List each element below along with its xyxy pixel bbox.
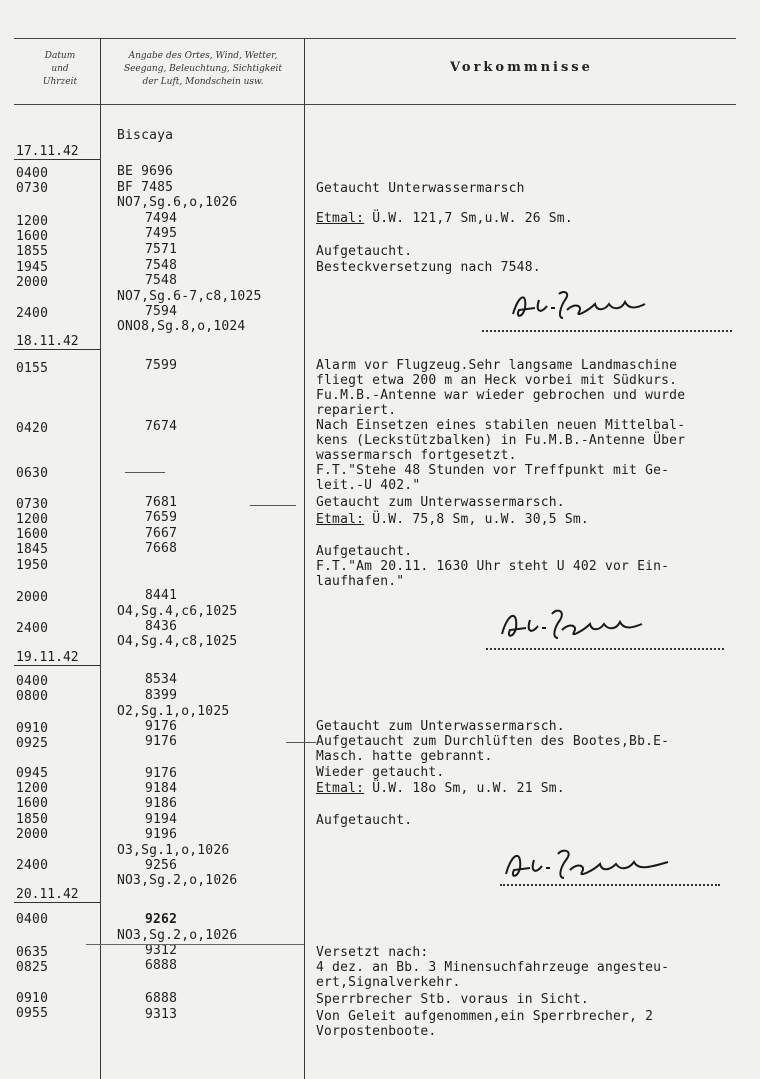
row-event: wassermarsch fortgesetzt. — [316, 448, 517, 463]
row-time: 1600 — [16, 229, 49, 244]
stray-mark — [250, 505, 296, 506]
row-time: 0730 — [16, 181, 49, 196]
row-position: 7668 — [145, 541, 178, 556]
row-event: 4 dez. an Bb. 3 Minensuchfahrzeuge angesteu- — [316, 960, 670, 975]
row-position: 7548 — [145, 258, 178, 273]
etmal-value: Ü.W. 121,7 Sm,u.W. 26 Sm. — [364, 211, 573, 226]
column-divider-1 — [100, 38, 101, 1079]
row-event: fliegt etwa 200 m an Heck vorbei mit Südkurs. — [316, 373, 678, 388]
row-position: 9256 — [145, 858, 178, 873]
row-position: O4,Sg.4,c6,1025 — [117, 604, 238, 619]
row-position: 9196 — [145, 827, 178, 842]
stray-mark — [86, 944, 304, 945]
row-position: 9262 — [145, 912, 178, 927]
row-time: 0910 — [16, 721, 49, 736]
row-event: ert,Signalverkehr. — [316, 975, 461, 990]
etmal-label: Etmal: — [316, 781, 365, 796]
row-position: 9186 — [145, 796, 178, 811]
row-event: kens (Leckstützbalken) in Fu.M.B.-Antenne Über — [316, 433, 686, 448]
row-position: 7594 — [145, 304, 178, 319]
row-time: 1600 — [16, 527, 49, 542]
row-position: 9176 — [145, 734, 178, 749]
row-position: 8399 — [145, 688, 178, 703]
signature-image — [500, 846, 680, 884]
row-time: 1200 — [16, 781, 49, 796]
row-time: 0825 — [16, 960, 49, 975]
row-time: 0420 — [16, 421, 49, 436]
date-17-11-42: 17.11.42 — [16, 144, 79, 159]
row-time: 0910 — [16, 991, 49, 1006]
position-dash — [125, 472, 165, 473]
row-position: BE 9696 — [117, 164, 174, 179]
row-time: 0925 — [16, 736, 49, 751]
row-position: 6888 — [145, 991, 178, 1006]
row-position: 7494 — [145, 211, 178, 226]
row-position: 9194 — [145, 812, 178, 827]
signature-dotted-line — [486, 648, 724, 650]
row-position: ONO8,Sg.8,o,1024 — [117, 319, 246, 334]
row-time: 2400 — [16, 621, 49, 636]
row-position: 9312 — [145, 943, 178, 958]
row-position: NO3,Sg.2,o,1026 — [117, 928, 238, 943]
row-time: 1200 — [16, 512, 49, 527]
row-event: Besteckversetzung nach 7548. — [316, 260, 541, 275]
row-time: 0400 — [16, 166, 49, 181]
row-position: 9176 — [145, 719, 178, 734]
row-event: Vorpostenboote. — [316, 1024, 437, 1039]
header-bottom-rule — [14, 104, 736, 105]
row-time: 1945 — [16, 260, 49, 275]
row-event: F.T."Am 20.11. 1630 Uhr steht U 402 vor Ein- — [316, 559, 670, 574]
row-position: 7667 — [145, 526, 178, 541]
signature-dotted-line — [482, 330, 732, 332]
header-date-time: Datum und Uhrzeit — [42, 51, 78, 87]
header-location-weather: Angabe des Ortes, Wind, Wetter, Seegang, Beleuchtung, Sichtigkeit der Luft, Mondschein usw. — [123, 51, 283, 87]
row-time: 1950 — [16, 558, 49, 573]
row-time: 0400 — [16, 912, 49, 927]
row-event: Sperrbrecher Stb. voraus in Sicht. — [316, 992, 589, 1007]
row-event: Fu.M.B.-Antenne war wieder gebrochen und wurde — [316, 388, 686, 403]
row-time: 0730 — [16, 497, 49, 512]
row-position: 8436 — [145, 619, 178, 634]
date-rule — [14, 665, 100, 666]
row-event: Masch. hatte gebrannt. — [316, 749, 493, 764]
row-time: 2400 — [16, 858, 49, 873]
row-position: 7599 — [145, 358, 178, 373]
row-position: NO7,Sg.6-7,c8,1025 — [117, 289, 262, 304]
header-top-rule — [14, 38, 736, 39]
etmal-label: Etmal: — [316, 512, 365, 527]
date-rule — [14, 159, 100, 160]
row-event: Aufgetaucht. — [316, 544, 413, 559]
row-event: repariert. — [316, 403, 397, 418]
row-time: 2400 — [16, 306, 49, 321]
row-event: F.T."Stehe 48 Stunden vor Treffpunkt mit Ge- — [316, 463, 670, 478]
etmal-label: Etmal: — [316, 211, 365, 226]
row-position: 6888 — [145, 958, 178, 973]
date-18-11-42: 18.11.42 — [16, 334, 79, 349]
row-position: 7571 — [145, 242, 178, 257]
date-19-11-42: 19.11.42 — [16, 650, 79, 665]
row-event — [316, 781, 565, 796]
row-position: 9176 — [145, 766, 178, 781]
stray-mark — [286, 742, 316, 743]
row-position: NO7,Sg.6,o,1026 — [117, 195, 238, 210]
row-event: Von Geleit aufgenommen,ein Sperrbrecher, 2 — [316, 1009, 654, 1024]
row-event: Versetzt nach: — [316, 945, 429, 960]
row-position: 9313 — [145, 1007, 178, 1022]
row-time: 0155 — [16, 361, 49, 376]
row-event: Aufgetaucht. — [316, 813, 413, 828]
row-position: 7659 — [145, 510, 178, 525]
row-event: Alarm vor Flugzeug.Sehr langsame Landmaschine — [316, 358, 678, 373]
row-event: laufhafen." — [316, 574, 405, 589]
row-time: 1845 — [16, 542, 49, 557]
row-event: Getaucht zum Unterwassermarsch. — [316, 719, 565, 734]
date-rule — [14, 349, 100, 350]
row-time: 1600 — [16, 796, 49, 811]
row-event: Getaucht zum Unterwassermarsch. — [316, 495, 565, 510]
row-time: 1850 — [16, 812, 49, 827]
row-time: 0955 — [16, 1006, 49, 1021]
signature-image — [496, 606, 656, 644]
row-event — [316, 211, 573, 226]
row-time: 0800 — [16, 689, 49, 704]
row-time: 1200 — [16, 214, 49, 229]
row-position: BF 7485 — [117, 180, 174, 195]
row-position: O2,Sg.1,o,1025 — [117, 704, 230, 719]
row-time: 2000 — [16, 590, 49, 605]
row-event — [316, 512, 589, 527]
location-text: Biscaya — [117, 128, 174, 143]
row-position: O3,Sg.1,o,1026 — [117, 843, 230, 858]
etmal-value: Ü.W. 75,8 Sm, u.W. 30,5 Sm. — [364, 512, 589, 527]
row-time: 0630 — [16, 466, 49, 481]
row-position: 7674 — [145, 419, 178, 434]
row-position: 7681 — [145, 495, 178, 510]
signature-dotted-line — [500, 884, 720, 886]
row-position: 7495 — [145, 226, 178, 241]
row-time: 0945 — [16, 766, 49, 781]
row-event: Wieder getaucht. — [316, 765, 445, 780]
header-events: Vorkommnisse — [450, 60, 593, 75]
row-event: Aufgetaucht zum Durchlüften des Bootes,Bb.E- — [316, 734, 670, 749]
row-event: Getaucht Unterwassermarsch — [316, 181, 525, 196]
row-time: 2000 — [16, 275, 49, 290]
row-position: 8534 — [145, 672, 178, 687]
signature-image — [505, 288, 665, 324]
row-position: O4,Sg.4,c8,1025 — [117, 634, 238, 649]
row-time: 0635 — [16, 945, 49, 960]
row-event: Nach Einsetzen eines stabilen neuen Mittelbal- — [316, 418, 686, 433]
row-event: leit.-U 402." — [316, 478, 421, 493]
date-rule — [14, 902, 100, 903]
row-position: 7548 — [145, 273, 178, 288]
row-event: Aufgetaucht. — [316, 244, 413, 259]
column-divider-2 — [304, 38, 305, 1079]
row-time: 2000 — [16, 827, 49, 842]
row-position: 9184 — [145, 781, 178, 796]
row-position: 8441 — [145, 588, 178, 603]
etmal-value: Ü.W. 18o Sm, u.W. 21 Sm. — [364, 781, 565, 796]
row-position: NO3,Sg.2,o,1026 — [117, 873, 238, 888]
date-20-11-42: 20.11.42 — [16, 887, 79, 902]
row-time: 0400 — [16, 674, 49, 689]
row-time: 1855 — [16, 244, 49, 259]
